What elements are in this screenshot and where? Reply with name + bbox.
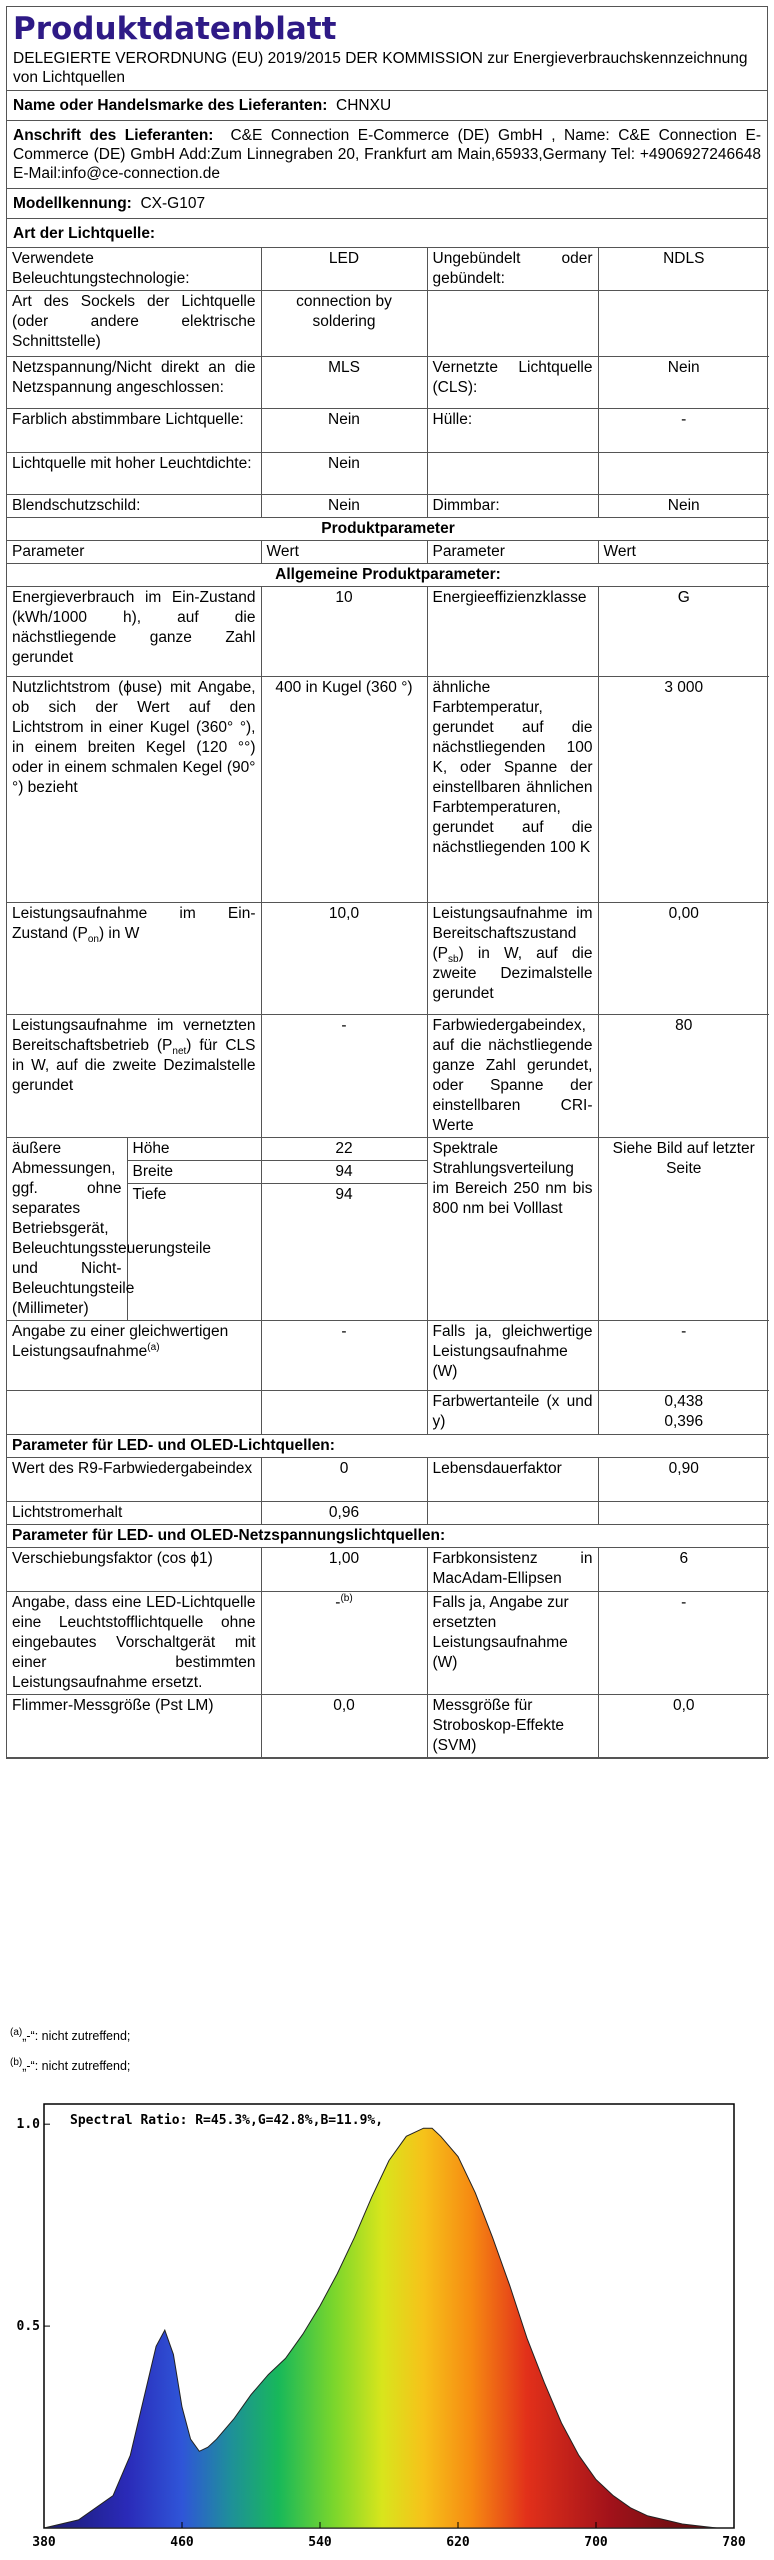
src-row-luminance bbox=[7, 453, 769, 495]
param-label: äußere Abmessungen, ggf. ohne separates Betriebsgerät, Beleuchtungssteuerungsteile und Nicht-Beleuchtungsteile (Millimeter) bbox=[7, 1138, 127, 1320]
footnote-marker: (a) bbox=[10, 2026, 23, 2038]
param-label bbox=[7, 1391, 261, 1435]
param-label: Farbkonsistenz in MacAdam-Ellipsen bbox=[427, 1548, 598, 1592]
footnote-marker: (b) bbox=[10, 2056, 23, 2068]
param-value: 6 bbox=[598, 1548, 769, 1592]
spectrum-svg bbox=[6, 2092, 768, 2554]
dimension-label: Tiefe bbox=[127, 1184, 261, 1321]
param-label-text: Leistungsaufnahme im Ein-Zustand (P bbox=[12, 905, 256, 942]
param-label bbox=[7, 903, 261, 1015]
regulation-intro: DELEGIERTE VERORDNUNG (EU) 2019/2015 DER KOMMISSION zur Energieverbrauchskennzeichnung von Lichtquellen bbox=[13, 50, 748, 86]
address-value: C&E Connection E-Commerce (DE) GmbH , Name: C&E Connection E-Commerce (DE) GmbH Add:Zum Linnegraben 20, Frankfurt am Main,65933,Germany Tel: +4906927246648 E-Mail:info@ce-connection.de bbox=[13, 127, 761, 182]
param-value: 0,00 bbox=[598, 903, 769, 1015]
sheet-title: Produktdatenblatt bbox=[13, 11, 337, 47]
param-label: Farbwertanteile (x und y) bbox=[427, 1391, 598, 1435]
x-tick-label: 540 bbox=[308, 2535, 332, 2550]
general-params-heading: Allgemeine Produktparameter: bbox=[7, 564, 769, 587]
src-row-tunable bbox=[7, 409, 769, 453]
x-tick-label: 700 bbox=[584, 2535, 608, 2550]
param-label bbox=[7, 1321, 261, 1391]
src-value bbox=[598, 453, 769, 495]
param-value bbox=[598, 1391, 769, 1435]
y-tick-label: 0.5 bbox=[16, 2319, 40, 2335]
src-label: Farblich abstimmbare Lichtquelle: bbox=[7, 409, 261, 453]
param-value bbox=[261, 1592, 427, 1695]
param-label: Spektrale Strahlungsverteilung im Bereich 250 nm bis 800 nm bei Volllast bbox=[427, 1138, 598, 1321]
dimensions-values bbox=[261, 1138, 427, 1321]
led-heading-row bbox=[7, 1435, 769, 1458]
param-value: 0,0 bbox=[261, 1695, 427, 1758]
mains-params-heading: Parameter für LED- und OLED-Netzspannungslichtquellen: bbox=[7, 1525, 769, 1548]
param-label: Angabe, dass eine LED-Lichtquelle eine Leuchtstofflichtquelle ohne eingebautes Vorschaltgerät mit einer bestimmten Leistungsaufnahme ersetzt. bbox=[7, 1592, 261, 1695]
column-header-row bbox=[7, 541, 769, 564]
param-label-text: ) in W bbox=[98, 925, 140, 942]
param-label bbox=[427, 1502, 598, 1525]
param-row-equivalent bbox=[7, 1321, 769, 1391]
footnote-text: „-“: nicht zutreffend; bbox=[22, 2059, 131, 2073]
param-label-sub: on bbox=[87, 934, 99, 946]
src-row-mains bbox=[7, 357, 769, 409]
src-value: Nein bbox=[261, 409, 427, 453]
footnote-a bbox=[10, 2028, 130, 2044]
dimension-value: 94 bbox=[262, 1161, 427, 1184]
param-label-sub: sb bbox=[448, 954, 459, 966]
supplier-label: Name oder Handelsmarke des Lieferanten: bbox=[13, 97, 328, 114]
model-value: CX-G107 bbox=[140, 195, 206, 212]
param-label: Nutzlichtstrom (ϕuse) mit Angabe, ob sich der Wert auf den Lichtstrom in einer Kugel (360° °), in einem breiten Kegel (120 °°) oder in einem schmalen Kegel (90° °) bezieht bbox=[7, 677, 261, 903]
param-value: 80 bbox=[598, 1015, 769, 1138]
param-value: Siehe Bild auf letzter Seite bbox=[598, 1138, 769, 1321]
src-value: Nein bbox=[598, 357, 769, 409]
src-label: Art des Sockels der Lichtquelle (oder andere elektrische Schnittstelle) bbox=[7, 291, 261, 357]
y-tick-label: 1.0 bbox=[16, 2117, 40, 2133]
model-row bbox=[7, 188, 767, 218]
x-tick-label: 460 bbox=[170, 2535, 194, 2550]
param-label: Energieeffizienzklasse bbox=[427, 587, 598, 677]
param-value: 1,00 bbox=[261, 1548, 427, 1592]
src-value: Nein bbox=[261, 495, 427, 518]
param-value: - bbox=[261, 1321, 427, 1391]
src-label: Netzspannung/Nicht direkt an die Netzspannung angeschlossen: bbox=[7, 357, 261, 409]
param-value: 10,0 bbox=[261, 903, 427, 1015]
param-row-power-on bbox=[7, 903, 769, 1015]
dimensions-inner bbox=[7, 1138, 261, 1320]
param-value: 0,90 bbox=[598, 1458, 769, 1502]
param-label-sub: net bbox=[172, 1046, 187, 1058]
param-value: - bbox=[261, 1015, 427, 1138]
mains-row-replacement bbox=[7, 1592, 769, 1695]
product-params-heading-row bbox=[7, 518, 769, 541]
supplier-row bbox=[7, 90, 767, 120]
col-header-value: Wert bbox=[598, 541, 769, 564]
address-row bbox=[7, 120, 767, 188]
model-label: Modellkennung: bbox=[13, 195, 132, 212]
chromaticity-x: 0,438 bbox=[664, 1393, 704, 1410]
dimension-value: 22 bbox=[262, 1138, 427, 1161]
supplier-value: CHNXU bbox=[336, 97, 392, 114]
led-row-r9 bbox=[7, 1458, 769, 1502]
param-label-text: ) in W, auf die zweite Dezimalstelle gerundet bbox=[432, 945, 593, 1002]
dimensions-cell bbox=[7, 1138, 261, 1321]
param-label-text: Angabe zu einer gleichwertigen Leistungsaufnahme bbox=[12, 1323, 229, 1360]
param-value: - bbox=[598, 1321, 769, 1391]
dimension-value: 94 bbox=[262, 1184, 427, 1295]
product-data-sheet bbox=[6, 6, 768, 1759]
src-value: NDLS bbox=[598, 248, 769, 291]
address-label: Anschrift des Lieferanten: bbox=[13, 127, 214, 144]
src-row-socket bbox=[7, 291, 769, 357]
src-label: Dimmbar: bbox=[427, 495, 598, 518]
param-label-text: Leistungsaufnahme im Bereitschaftszustand (P bbox=[432, 905, 593, 962]
src-label: Ungebündelt oder gebündelt: bbox=[427, 248, 598, 291]
param-value: 400 in Kugel (360 °) bbox=[261, 677, 427, 903]
src-label: Hülle: bbox=[427, 409, 598, 453]
param-label: Farbwiedergabeindex, auf die nächstliegende ganze Zahl gerundet, oder Spanne der einstellbaren CRI-Werte bbox=[427, 1015, 598, 1138]
footnote-b bbox=[10, 2058, 130, 2074]
product-params-heading: Produktparameter bbox=[7, 518, 769, 541]
param-value bbox=[598, 1502, 769, 1525]
mains-row-displacement bbox=[7, 1548, 769, 1592]
src-label: Vernetzte Lichtquelle (CLS): bbox=[427, 357, 598, 409]
spectrum-chart bbox=[6, 2092, 768, 2554]
src-label bbox=[427, 291, 598, 357]
src-label: Verwendete Beleuchtungstechnologie: bbox=[7, 248, 261, 291]
param-value-text: - bbox=[335, 1594, 341, 1611]
src-row-glare bbox=[7, 495, 769, 518]
src-label bbox=[427, 453, 598, 495]
param-value: - bbox=[598, 1592, 769, 1695]
col-header-parameter: Parameter bbox=[427, 541, 598, 564]
param-row-chromaticity bbox=[7, 1391, 769, 1435]
param-label: Wert des R9-Farbwiedergabeindex bbox=[7, 1458, 261, 1502]
param-label-text: Leistungsaufnahme im vernetzten Bereitschaftsbetrieb (P bbox=[12, 1017, 256, 1054]
param-label bbox=[7, 1015, 261, 1138]
led-params-heading: Parameter für LED- und OLED-Lichtquellen: bbox=[7, 1435, 769, 1458]
param-value: 0,96 bbox=[261, 1502, 427, 1525]
x-tick-label: 620 bbox=[446, 2535, 470, 2550]
mains-heading-row bbox=[7, 1525, 769, 1548]
col-header-value: Wert bbox=[261, 541, 427, 564]
chart-title: Spectral Ratio: R=45.3%,G=42.8%,B=11.9%, bbox=[70, 2113, 384, 2128]
dimension-label: Höhe bbox=[127, 1138, 261, 1161]
param-value: 3 000 bbox=[598, 677, 769, 903]
param-label: Energieverbrauch im Ein-Zustand (kWh/1000 h), auf die nächstliegende ganze Zahl gerundet bbox=[7, 587, 261, 677]
footnote-ref: (b) bbox=[340, 1592, 353, 1604]
src-row-technology bbox=[7, 248, 769, 291]
param-label: ähnliche Farbtemperatur, gerundet auf die nächstliegenden 100 K, oder Spanne der einstellbaren ähnlichen Farbtemperaturen, gerundet auf die nächstliegenden 100 K bbox=[427, 677, 598, 903]
param-label: Flimmer-Messgröße (Pst LM) bbox=[7, 1695, 261, 1758]
param-label: Messgröße für Stroboskop-Effekte (SVM) bbox=[427, 1695, 598, 1758]
col-header-parameter: Parameter bbox=[7, 541, 261, 564]
param-label: Falls ja, Angabe zur ersetzten Leistungsaufnahme (W) bbox=[427, 1592, 598, 1695]
param-label: Verschiebungsfaktor (cos ϕ1) bbox=[7, 1548, 261, 1592]
param-row-luminous-flux bbox=[7, 677, 769, 903]
param-value bbox=[261, 1391, 427, 1435]
param-value: G bbox=[598, 587, 769, 677]
src-label: Blendschutzschild: bbox=[7, 495, 261, 518]
footnote-text: „-“: nicht zutreffend; bbox=[22, 2029, 131, 2043]
dimensions-values-inner bbox=[262, 1138, 427, 1294]
main-table bbox=[7, 247, 769, 1758]
general-heading-row bbox=[7, 564, 769, 587]
src-value: MLS bbox=[261, 357, 427, 409]
dimension-label: Breite bbox=[127, 1161, 261, 1184]
led-row-maintenance bbox=[7, 1502, 769, 1525]
src-label: Lichtquelle mit hoher Leuchtdichte: bbox=[7, 453, 261, 495]
param-label bbox=[427, 903, 598, 1015]
param-value: 0,0 bbox=[598, 1695, 769, 1758]
x-tick-label: 780 bbox=[722, 2535, 746, 2550]
chromaticity-y: 0,396 bbox=[664, 1413, 704, 1430]
param-label-text: ) für CLS in W, auf die zweite Dezimalstelle gerundet bbox=[12, 1037, 256, 1094]
src-value: Nein bbox=[598, 495, 769, 518]
param-label: Lebensdauerfaktor bbox=[427, 1458, 598, 1502]
src-value: Nein bbox=[261, 453, 427, 495]
mains-row-flicker bbox=[7, 1695, 769, 1758]
source-type-heading: Art der Lichtquelle: bbox=[7, 218, 767, 248]
src-value bbox=[598, 291, 769, 357]
footnote-ref: (a) bbox=[147, 1341, 160, 1353]
param-value: 0 bbox=[261, 1458, 427, 1502]
param-label: Falls ja, gleichwertige Leistungsaufnahme (W) bbox=[427, 1321, 598, 1391]
param-row-energy bbox=[7, 587, 769, 677]
param-row-power-net bbox=[7, 1015, 769, 1138]
src-value: LED bbox=[261, 248, 427, 291]
src-value: - bbox=[598, 409, 769, 453]
x-tick-label: 380 bbox=[32, 2535, 56, 2550]
src-value: connection by soldering bbox=[261, 291, 427, 357]
param-label: Lichtstromerhalt bbox=[7, 1502, 261, 1525]
param-value: 10 bbox=[261, 587, 427, 677]
param-row-dimensions bbox=[7, 1138, 769, 1321]
